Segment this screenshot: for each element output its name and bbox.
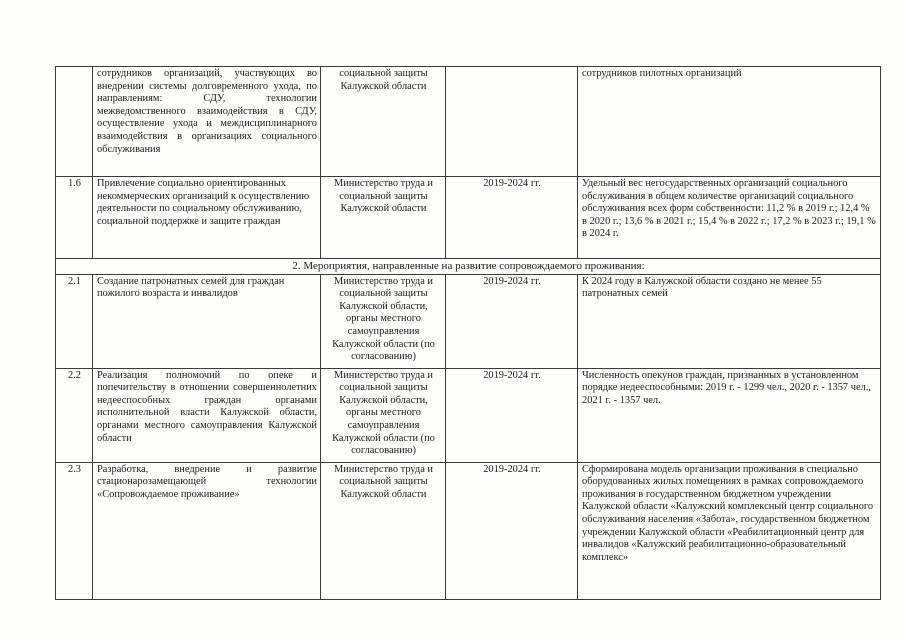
- row-number: 2.2: [56, 368, 93, 462]
- implementation-term: 2019-2024 гг.: [446, 462, 578, 599]
- responsible-party: Министерство труда и социальной защиты Калужской области, органы местного самоуправления Калужской области (по согласованию): [321, 274, 446, 368]
- responsible-party: Министерство труда и социальной защиты Калужской области: [321, 462, 446, 599]
- table-row: [56, 177, 881, 259]
- table-row: [56, 274, 881, 368]
- responsible-party: Министерство труда и социальной защиты Калужской области: [321, 177, 446, 259]
- expected-result: К 2024 году в Калужской области создано не менее 55 патронатных семей: [578, 274, 881, 368]
- expected-result: Удельный вес негосударственных организаций социального обслуживания в общем количестве организаций социального обслуживания всех форм собственности: 11,2 % в 2019 г.; 12,4 % в 2020 г.; 13,6 % в 2021 г.; 15,4 % в 2022 г.; 17,2 % в 2023 г.; 19,1 % в 2024 г.: [578, 177, 881, 259]
- activity-name: сотрудников организаций, участвующих во внедрении системы долговременного ухода, по направлениям: СДУ, технологии межведомственного взаимодействия в СДУ, осуществление ухода и междисциплинарного взаимодействия в организациях социального обслуживания: [93, 67, 321, 177]
- row-number: 2.3: [56, 462, 93, 599]
- responsible-party: социальной защиты Калужской области: [321, 67, 446, 177]
- section-heading: 2. Мероприятия, направленные на развитие сопровождаемого проживания:: [56, 259, 881, 275]
- responsible-party: Министерство труда и социальной защиты Калужской области, органы местного самоуправления Калужской области (по согласованию): [321, 368, 446, 462]
- implementation-term: 2019-2024 гг.: [446, 274, 578, 368]
- expected-result: Сформирована модель организации проживания в специально оборудованных жилых помещениях в рамках сопровождаемого проживания в государственном бюджетном учреждении Калужской области «Калужский комплексный центр социального обслуживания населения «Забота», государственном бюджетном учреждении Калужской области «Реабилитационный центр для инвалидов «Калужский реабилитационно-образовательный комплекс»: [578, 462, 881, 599]
- row-number: 2.1: [56, 274, 93, 368]
- activity-name: Реализация полномочий по опеке и попечительству в отношении совершеннолетних недееспособных граждан органами исполнительной власти Калужской области, органами местного самоуправления Калужской области: [93, 368, 321, 462]
- table-row: [56, 67, 881, 177]
- activity-name: Разработка, внедрение и развитие стационарозамещающей технологии «Сопровождаемое проживание»: [93, 462, 321, 599]
- row-number: [56, 67, 93, 177]
- activity-name: Привлечение социально ориентированных некоммерческих организаций к осуществлению деятельности по социальному обслуживанию, социальной поддержке и защите граждан: [93, 177, 321, 259]
- table-row: [56, 368, 881, 462]
- expected-result: Численность опекунов граждан, признанных в установленном порядке недееспособными: 2019 г. - 1299 чел., 2020 г. - 1357 чел., 2021 г. - 1357 чел.: [578, 368, 881, 462]
- implementation-term: [446, 67, 578, 177]
- row-number: 1.6: [56, 177, 93, 259]
- table-row: [56, 462, 881, 599]
- implementation-term: 2019-2024 гг.: [446, 368, 578, 462]
- section-row: [56, 259, 881, 275]
- activities-table: [55, 66, 881, 600]
- expected-result: сотрудников пилотных организаций: [578, 67, 881, 177]
- implementation-term: 2019-2024 гг.: [446, 177, 578, 259]
- activity-name: Создание патронатных семей для граждан пожилого возраста и инвалидов: [93, 274, 321, 368]
